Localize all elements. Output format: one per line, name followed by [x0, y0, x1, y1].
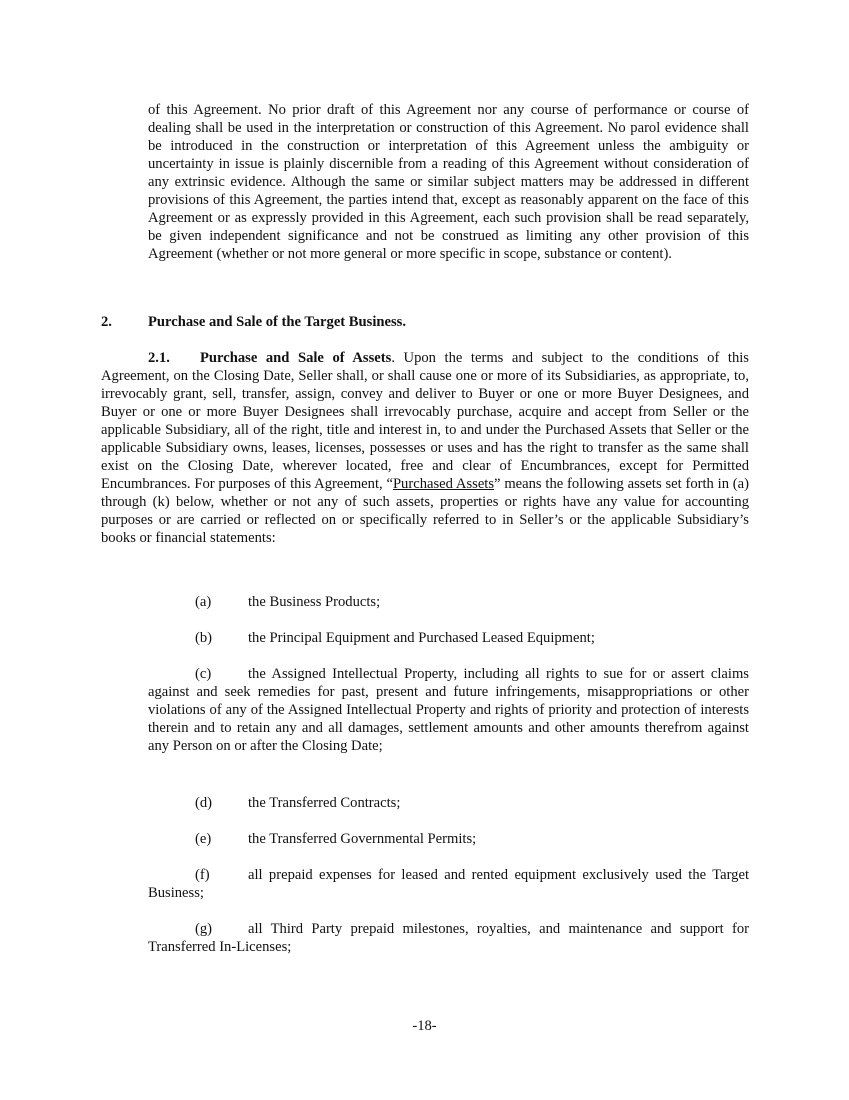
list-item-g — [148, 920, 749, 956]
list-item-d — [148, 794, 749, 812]
list-item-a — [148, 593, 749, 611]
list-item-text: the Transferred Governmental Permits; — [248, 831, 477, 847]
clause-text-after-term: ” means the following assets set forth in (a) through (k) below, whether or not any of such assets, properties or rights have any value for accounting purposes or are carried or reflected on or specifically referred to in Seller’s or the applicable Subsidiary’s books or financial statements: — [101, 476, 749, 546]
intro-paragraph: of this Agreement. No prior draft of this Agreement nor any course of performance or course of dealing shall be used in the interpretation or construction of this Agreement. No parol evidence shall be introduced in the construction or interpretation of this Agreement unless the ambiguity or uncertainty in issue is plainly discernible from a reading of this Agreement without consideration of any extrinsic evidence. Although the same or similar subject matters may be addressed in different provisions of this Agreement, the parties intend that, except as reasonably apparent on the face of this Agreement or as expressly provided in this Agreement, each such provision shall be read separately, be given independent significance and not be construed as limiting any other provision of this Agreement (whether or not more general or more specific in scope, substance or content). — [148, 102, 749, 262]
list-item-f — [148, 866, 749, 902]
list-item-text: the Principal Equipment and Purchased Leased Equipment; — [248, 630, 595, 646]
list-item-text: the Transferred Contracts; — [248, 795, 401, 811]
clause-heading-end: . — [391, 350, 395, 366]
clause-text-before-term: Upon the terms and subject to the conditions of this Agreement, on the Closing Date, Seller shall, or shall cause one or more of its Subsidiaries, as appropriate, to, irrevocably grant, sell, transfer, assign, convey and deliver to Buyer or one or more Buyer Designees, and Buyer or one or more Buyer Designees shall irrevocably purchase, acquire and accept from Seller or the applicable Subsidiary, all of the right, title and interest in, to and under the Purchased Assets that Seller or the applicable Subsidiary owns, leases, licenses, possesses or uses and has the right to transfer as the same shall exist on the Closing Date, wherever located, free and clear of Encumbrances, except for Permitted Encumbrances. For purposes of this Agreement, “ — [101, 350, 749, 492]
list-item-c — [148, 665, 749, 755]
list-item-label: (c) — [195, 666, 212, 682]
section-number: 2. — [101, 314, 112, 330]
clause-2-1 — [101, 349, 749, 547]
defined-term: Purchased Assets — [392, 476, 495, 492]
list-item-label: (a) — [195, 594, 212, 610]
list-item-label: (e) — [195, 831, 212, 847]
clause-number: 2.1. — [148, 350, 170, 366]
page-number: -18- — [412, 1018, 437, 1034]
section-title: Purchase and Sale of the Target Business. — [148, 314, 406, 330]
list-item-text: all prepaid expenses for leased and rented equipment exclusively used the Target Business; — [148, 867, 749, 901]
list-item-b — [148, 629, 749, 647]
list-item-label: (g) — [195, 921, 213, 937]
list-item-text: the Assigned Intellectual Property, including all rights to sue for or assert claims against and seek remedies for past, present and future infringements, misappropriations or other violations of any of the Assigned Intellectual Property and rights of priority and protection of interests therein and to retain any and all damages, settlement amounts and other amounts therefrom against any Person on or after the Closing Date; — [148, 666, 749, 754]
clause-heading: Purchase and Sale of Assets — [200, 350, 392, 366]
list-item-label: (d) — [195, 795, 213, 811]
list-item-label: (b) — [195, 630, 213, 646]
list-item-e — [148, 830, 749, 848]
list-item-text: the Business Products; — [248, 594, 381, 610]
section-heading — [101, 313, 406, 331]
list-item-label: (f) — [195, 867, 210, 883]
list-item-text: all Third Party prepaid milestones, royalties, and maintenance and support for Transferred In-Licenses; — [148, 921, 749, 955]
